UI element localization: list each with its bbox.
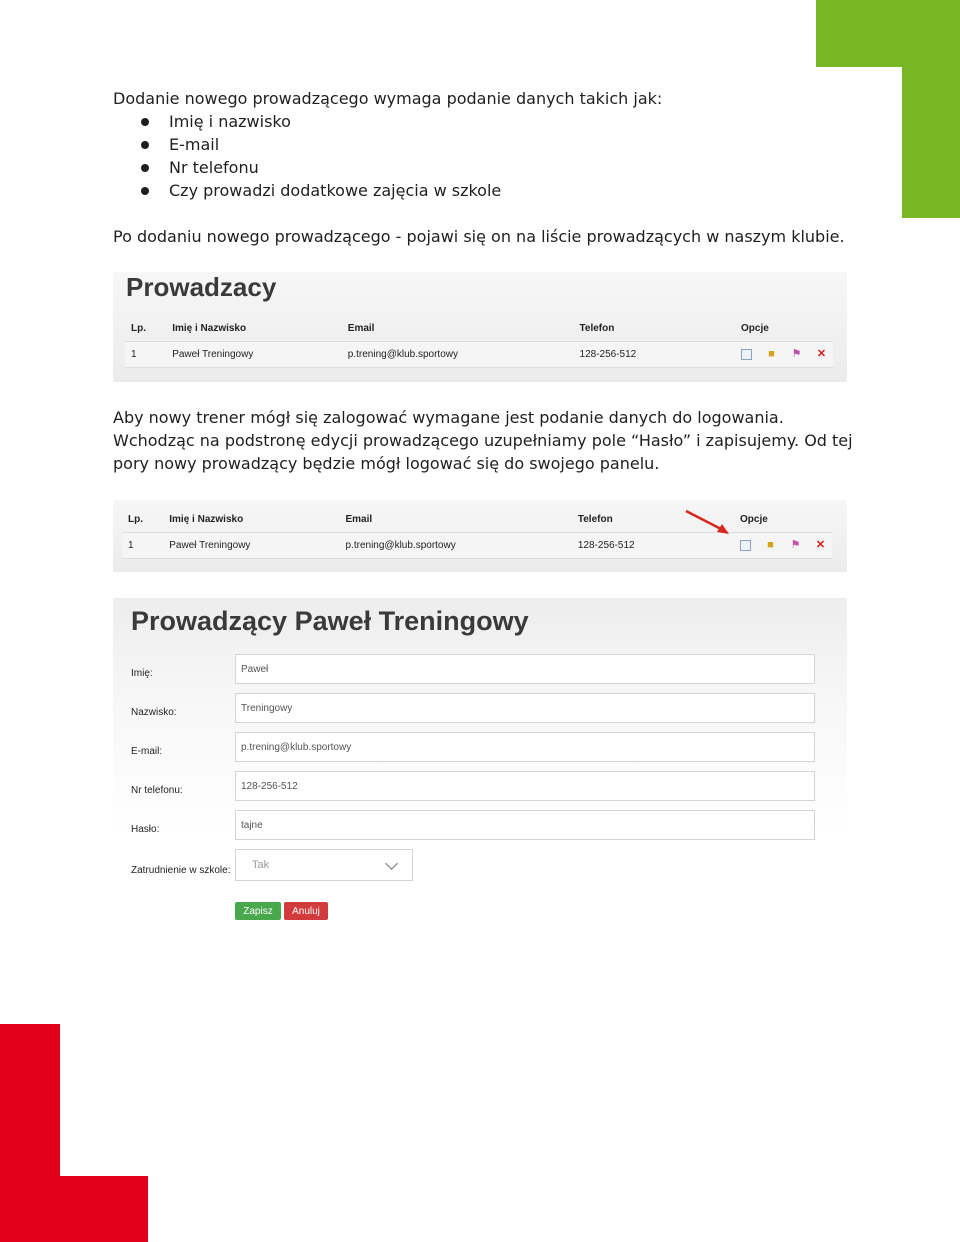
phone-label: Nr telefonu:: [131, 785, 183, 796]
cell-options: [735, 342, 833, 368]
trainer-table: [125, 316, 833, 368]
phone-row: [131, 771, 817, 803]
bullet-icon: [141, 164, 149, 172]
lock-icon[interactable]: ■: [767, 539, 774, 551]
login-instructions-text: Aby nowy trener mógł się zalogować wymagane jest podanie danych do logowania. Wchodząc na podstronę edycji prowadzącego uzupełniamy pole “Hasło” i zapisujemy. Od tej pory nowy prowadzący będzie mógł logować się do swojego panelu.: [113, 408, 853, 473]
cell-email: p.trening@klub.sportowy: [340, 533, 572, 559]
last-name-input[interactable]: [235, 693, 815, 723]
cell-lp: 1: [125, 342, 166, 368]
list-item: E-mail: [137, 133, 501, 156]
first-name-label: Imię:: [131, 668, 153, 679]
password-row: [131, 810, 817, 842]
phone-input[interactable]: [235, 771, 815, 801]
required-fields-list: [137, 110, 501, 202]
list-item: Imię i nazwisko: [137, 110, 501, 133]
col-options: Opcje: [735, 316, 833, 342]
trainer-list-screenshot: [113, 272, 847, 382]
lock-icon[interactable]: ■: [768, 348, 775, 360]
col-name: Imię i Nazwisko: [163, 507, 339, 533]
delete-icon[interactable]: ✕: [815, 539, 826, 551]
col-email: Email: [342, 316, 574, 342]
edit-icon[interactable]: [740, 540, 751, 551]
intro-text: Dodanie nowego prowadzącego wymaga podanie danych takich jak:: [113, 89, 663, 108]
employment-select[interactable]: [235, 849, 413, 881]
cell-options: [734, 533, 832, 559]
password-input[interactable]: [235, 810, 815, 840]
cell-phone: 128-256-512: [572, 533, 734, 559]
col-name: Imię i Nazwisko: [166, 316, 342, 342]
cell-name: Paweł Treningowy: [163, 533, 339, 559]
flag-icon[interactable]: ⚑: [791, 348, 802, 360]
cancel-button[interactable]: Anuluj: [284, 902, 328, 920]
after-list-text: Po dodaniu nowego prowadzącego - pojawi się on na liście prowadzących w naszym klubie.: [113, 227, 845, 246]
edit-icon[interactable]: [741, 349, 752, 360]
chevron-down-icon: [385, 857, 398, 870]
delete-icon[interactable]: ✕: [816, 348, 827, 360]
bullet-icon: [141, 187, 149, 195]
trainer-row-screenshot: [113, 500, 847, 572]
cell-lp: 1: [122, 533, 163, 559]
cell-name: Paweł Treningowy: [166, 342, 342, 368]
employment-select-value: Tak: [252, 859, 270, 871]
list-item: Czy prowadzi dodatkowe zajęcia w szkole: [137, 179, 501, 202]
last-name-label: Nazwisko:: [131, 707, 177, 718]
red-arrow-icon: [683, 508, 733, 536]
col-email: Email: [340, 507, 572, 533]
bullet-icon: [141, 141, 149, 149]
employment-row: [131, 849, 817, 881]
email-input[interactable]: [235, 732, 815, 762]
col-phone: Telefon: [574, 316, 735, 342]
col-options: Opcje: [734, 507, 832, 533]
flag-icon[interactable]: ⚑: [790, 539, 801, 551]
cell-phone: 128-256-512: [574, 342, 735, 368]
red-corner-decoration: [0, 1024, 60, 1242]
form-title: Prowadzący Paweł Treningowy: [131, 606, 529, 636]
cell-email: p.trening@klub.sportowy: [342, 342, 574, 368]
table-row: [125, 342, 833, 368]
first-name-input[interactable]: [235, 654, 815, 684]
green-corner-decoration: [816, 0, 902, 67]
email-row: [131, 732, 817, 764]
first-name-row: [131, 654, 817, 686]
table-header-row: [125, 316, 833, 342]
col-phone: Telefon: [572, 507, 734, 533]
list-item: Nr telefonu: [137, 156, 501, 179]
col-lp: Lp.: [125, 316, 166, 342]
col-lp: Lp.: [122, 507, 163, 533]
list-title: Prowadzacy: [126, 272, 277, 302]
table-row: [122, 533, 832, 559]
employment-label: Zatrudnienie w szkole:: [131, 865, 231, 876]
save-button[interactable]: Zapisz: [235, 902, 281, 920]
green-corner-decoration-bar: [902, 0, 960, 218]
email-label: E-mail:: [131, 746, 163, 757]
trainer-edit-form: [113, 598, 847, 938]
red-corner-decoration-foot: [60, 1176, 148, 1242]
last-name-row: [131, 693, 817, 725]
password-label: Hasło:: [131, 824, 160, 835]
bullet-icon: [141, 118, 149, 126]
